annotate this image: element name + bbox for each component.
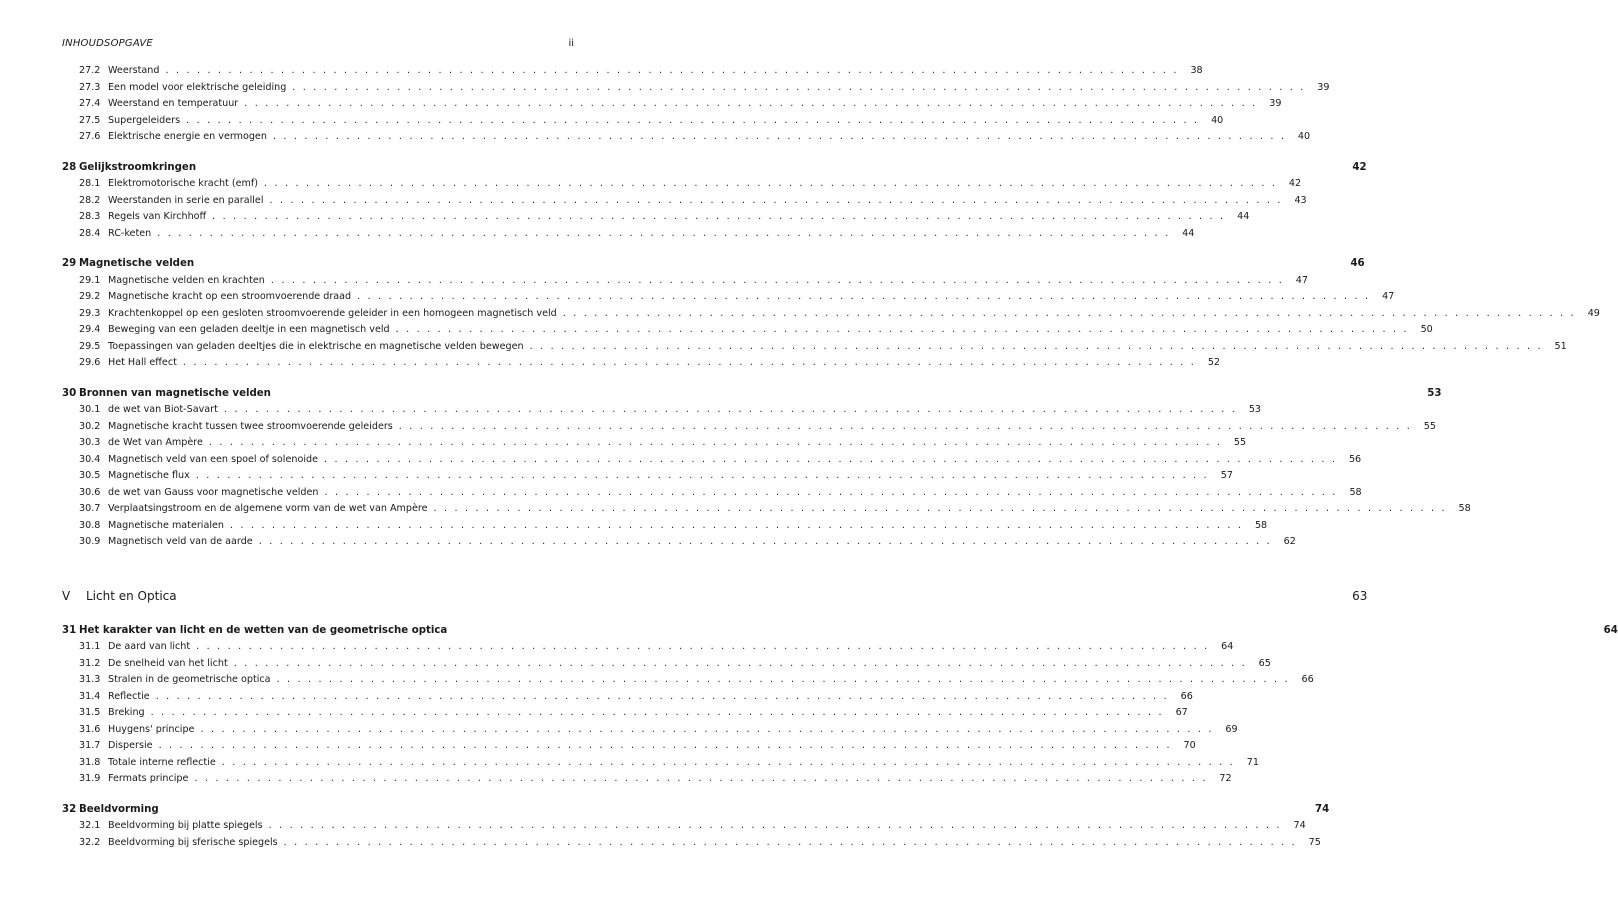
toc-dot-leader xyxy=(271,672,1290,689)
toc-entry-page-number: 46 xyxy=(1350,258,1365,269)
toc-entry-title: Weerstand en temperatuur xyxy=(108,98,239,109)
toc-entry-page-number: 51 xyxy=(1554,340,1567,352)
toc-section-entry[interactable] xyxy=(62,722,1238,739)
toc-dot-leader xyxy=(319,485,1338,502)
table-of-contents xyxy=(62,63,1618,851)
toc-entry-title: Totale interne reflectie xyxy=(108,756,216,768)
toc-entry-number: 30.8 xyxy=(79,519,101,531)
toc-entry-title: Beeldvorming bij sferische spiegels xyxy=(108,836,278,848)
toc-entry-page-number: 53 xyxy=(1248,404,1262,415)
toc-section-entry[interactable] xyxy=(62,289,1395,306)
toc-section-entry[interactable] xyxy=(62,322,1433,339)
toc-dot-leader xyxy=(557,306,1576,323)
toc-entry-page-number: 72 xyxy=(1219,773,1232,784)
toc-entry-page-number: 57 xyxy=(1220,470,1233,481)
toc-section-entry[interactable] xyxy=(62,468,1233,485)
toc-dot-leader xyxy=(203,435,1222,452)
toc-entry-title: De snelheid van het licht xyxy=(108,657,228,669)
toc-entry-page-number: 62 xyxy=(1283,536,1296,547)
toc-dot-leader xyxy=(145,705,1164,722)
toc-spacer xyxy=(62,242,578,256)
toc-section-entry[interactable] xyxy=(62,113,1224,130)
toc-entry-title: Supergeleiders xyxy=(108,114,181,126)
toc-entry-page-number: 55 xyxy=(1233,437,1247,448)
toc-entry-title: Beeldvorming bij platte spiegels xyxy=(108,820,263,831)
toc-entry-title: Beeldvorming xyxy=(79,803,159,815)
toc-dot-leader xyxy=(188,771,1207,788)
toc-dot-leader xyxy=(206,209,1225,226)
toc-dot-leader xyxy=(390,322,1409,339)
toc-section-entry[interactable] xyxy=(62,755,1259,772)
toc-entry-number: V xyxy=(62,588,71,603)
toc-entry-page-number: 74 xyxy=(1314,803,1330,815)
toc-entry-number: 28.4 xyxy=(79,227,101,239)
toc-section-entry[interactable] xyxy=(62,689,1193,706)
toc-entry-page-number: 42 xyxy=(1352,161,1367,173)
toc-spacer xyxy=(62,788,578,802)
toc-entry-number: 30.3 xyxy=(79,437,101,448)
toc-entry-number: 32.2 xyxy=(79,836,101,848)
toc-section-entry[interactable] xyxy=(62,339,1567,356)
toc-section-entry[interactable] xyxy=(62,672,1314,689)
toc-entry-number: 27.6 xyxy=(79,131,101,142)
toc-entry-page-number: 65 xyxy=(1258,657,1271,669)
toc-entry-number: 29 xyxy=(62,258,77,269)
toc-section-entry[interactable] xyxy=(62,273,1309,290)
toc-spacer xyxy=(62,146,578,160)
toc-entry-page-number: 58 xyxy=(1458,503,1471,514)
toc-dot-leader xyxy=(318,452,1337,469)
toc-section-entry[interactable] xyxy=(62,835,1321,852)
toc-entry-title: Bronnen van magnetische velden xyxy=(79,387,271,399)
toc-entry-title: Krachtenkoppel op een gesloten stroomvoerende geleider in een homogeen magnetisch veld xyxy=(108,307,557,319)
toc-entry-page-number: 66 xyxy=(1180,690,1193,702)
toc-entry-title: Verplaatsingstroom en de algemene vorm van de wet van Ampère xyxy=(108,503,428,514)
toc-entry-number: 28.1 xyxy=(79,178,101,189)
toc-entry-title: Weerstanden in serie en parallel xyxy=(108,194,264,206)
toc-entry-title: Magnetisch veld van een spoel of solenoide xyxy=(108,453,318,465)
toc-entry-page-number: 75 xyxy=(1308,836,1321,848)
toc-dot-leader xyxy=(264,193,1283,210)
toc-spacer xyxy=(62,372,578,386)
toc-entry-page-number: 40 xyxy=(1297,131,1311,142)
toc-entry-title: Magnetisch veld van de aarde xyxy=(108,536,253,547)
toc-entry-page-number: 69 xyxy=(1225,723,1238,735)
toc-dot-leader xyxy=(428,501,1447,518)
toc-entry-page-number: 66 xyxy=(1301,674,1314,685)
toc-spacer xyxy=(62,607,578,623)
toc-entry-page-number: 71 xyxy=(1246,756,1259,768)
toc-entry-title: Het Hall effect xyxy=(108,357,177,368)
toc-chapter-entry[interactable] xyxy=(62,386,1442,403)
running-header xyxy=(62,37,574,51)
toc-entry-number: 31.5 xyxy=(79,707,101,718)
toc-entry-page-number: 53 xyxy=(1427,387,1442,399)
toc-dot-leader xyxy=(194,722,1213,739)
toc-section-entry[interactable] xyxy=(62,485,1362,502)
toc-entry-title: Magnetische materialen xyxy=(108,519,224,531)
toc-dot-leader xyxy=(177,355,1196,372)
toc-entry-number: 28 xyxy=(62,161,77,173)
toc-entry-page-number: 39 xyxy=(1269,98,1282,109)
toc-section-entry[interactable] xyxy=(62,705,1188,722)
toc-entry-title: Huygens' principe xyxy=(108,723,195,735)
toc-entry-number: 31.8 xyxy=(79,756,101,768)
toc-dot-leader xyxy=(151,226,1170,243)
toc-entry-number: 27.3 xyxy=(79,81,101,93)
toc-entry-number: 30.5 xyxy=(79,470,101,481)
toc-entry-title: Weerstand xyxy=(108,65,160,76)
toc-entry-number: 29.1 xyxy=(79,274,101,286)
toc-entry-page-number: 58 xyxy=(1349,486,1362,498)
toc-entry-number: 27.4 xyxy=(79,98,101,109)
toc-entry-number: 31.4 xyxy=(79,690,101,702)
toc-entry-page-number: 47 xyxy=(1295,274,1309,286)
toc-dot-leader xyxy=(393,419,1412,436)
toc-entry-title: Magnetische flux xyxy=(108,470,190,481)
toc-entry-title: Stralen in de geometrische optica xyxy=(108,674,271,685)
toc-section-entry[interactable] xyxy=(62,738,1196,755)
toc-entry-number: 27.5 xyxy=(79,114,101,126)
toc-entry-number: 30.1 xyxy=(79,404,101,415)
toc-entry-page-number: 74 xyxy=(1293,820,1306,831)
toc-entry-title: RC-keten xyxy=(108,227,152,239)
toc-section-entry[interactable] xyxy=(62,639,1234,656)
toc-section-entry[interactable] xyxy=(62,306,1600,323)
toc-entry-number: 29.3 xyxy=(79,307,101,319)
toc-dot-leader xyxy=(150,689,1169,706)
toc-dot-leader xyxy=(524,339,1543,356)
toc-dot-leader xyxy=(253,534,1272,551)
toc-chapter-entry[interactable] xyxy=(62,623,1618,640)
toc-entry-page-number: 55 xyxy=(1423,420,1436,432)
toc-section-entry[interactable] xyxy=(62,452,1362,469)
toc-dot-leader xyxy=(190,639,1209,656)
toc-entry-title: de Wet van Ampère xyxy=(108,437,203,448)
toc-dot-leader xyxy=(159,63,1178,80)
toc-section-entry[interactable] xyxy=(62,176,1302,193)
toc-entry-page-number: 64 xyxy=(1603,624,1618,636)
toc-entry-page-number: 49 xyxy=(1587,307,1600,319)
toc-entry-title: Elektrische energie en vermogen xyxy=(108,131,267,142)
toc-dot-leader xyxy=(228,656,1247,673)
toc-entry-title: Reflectie xyxy=(108,690,150,702)
toc-entry-page-number: 70 xyxy=(1183,740,1196,751)
toc-dot-leader xyxy=(216,755,1235,772)
toc-entry-number: 31.2 xyxy=(79,657,101,669)
toc-entry-title: de wet van Gauss voor magnetische velden xyxy=(108,486,319,498)
toc-entry-number: 32 xyxy=(62,803,77,815)
toc-dot-leader xyxy=(258,176,1277,193)
toc-entry-page-number: 58 xyxy=(1254,519,1268,531)
toc-dot-leader xyxy=(224,518,1243,535)
toc-entry-number: 31.7 xyxy=(79,740,101,751)
toc-section-entry[interactable] xyxy=(62,193,1307,210)
toc-section-entry[interactable] xyxy=(62,96,1282,113)
toc-entry-page-number: 50 xyxy=(1420,324,1433,335)
toc-entry-page-number: 38 xyxy=(1190,65,1203,76)
toc-chapter-entry[interactable] xyxy=(62,256,1365,273)
toc-entry-title: Fermats principe xyxy=(108,773,189,784)
toc-entry-number: 28.2 xyxy=(79,194,101,206)
toc-dot-leader xyxy=(218,402,1237,419)
toc-part-entry[interactable] xyxy=(62,585,1368,607)
toc-entry-page-number: 67 xyxy=(1175,707,1188,718)
toc-section-entry[interactable] xyxy=(62,818,1306,835)
toc-entry-number: 31.9 xyxy=(79,773,101,784)
toc-entry-number: 28.3 xyxy=(79,211,101,222)
toc-entry-title: Een model voor elektrische geleiding xyxy=(108,81,287,93)
toc-dot-leader xyxy=(180,113,1199,130)
toc-dot-leader xyxy=(153,738,1172,755)
toc-section-entry[interactable] xyxy=(62,501,1471,518)
toc-entry-title: Beweging van een geladen deeltje in een magnetisch veld xyxy=(108,324,390,335)
toc-entry-number: 29.4 xyxy=(79,324,101,335)
toc-entry-number: 32.1 xyxy=(79,820,101,831)
toc-entry-title: Dispersie xyxy=(108,740,153,751)
toc-section-entry[interactable] xyxy=(62,80,1330,97)
toc-entry-number: 31 xyxy=(62,624,77,636)
toc-entry-title: de wet van Biot-Savart xyxy=(108,404,218,415)
toc-entry-title: Het karakter van licht en de wetten van de geometrische optica xyxy=(79,624,448,636)
toc-dot-leader xyxy=(351,289,1370,306)
toc-entry-number: 27.2 xyxy=(79,65,101,76)
toc-entry-number: 30 xyxy=(62,387,77,399)
toc-entry-page-number: 63 xyxy=(1352,588,1368,603)
toc-entry-title: Regels van Kirchhoff xyxy=(108,211,207,222)
toc-entry-number: 31.1 xyxy=(79,641,101,652)
toc-section-entry[interactable] xyxy=(62,518,1268,535)
toc-section-entry[interactable] xyxy=(62,355,1221,372)
toc-dot-leader xyxy=(265,273,1284,290)
toc-section-entry[interactable] xyxy=(62,771,1232,788)
toc-entry-number: 29.6 xyxy=(79,357,101,368)
toc-entry-number: 31.6 xyxy=(79,723,101,735)
toc-entry-page-number: 42 xyxy=(1288,178,1302,189)
toc-entry-number: 30.2 xyxy=(79,420,101,432)
toc-section-entry[interactable] xyxy=(62,226,1195,243)
toc-entry-title: Breking xyxy=(108,707,145,718)
toc-entry-title: Toepassingen van geladen deeltjes die in elektrische en magnetische velden bewegen xyxy=(108,340,524,352)
toc-entry-title: Magnetische kracht op een stroomvoerende draad xyxy=(108,291,352,302)
toc-dot-leader xyxy=(238,96,1257,113)
toc-section-entry[interactable] xyxy=(62,534,1296,551)
page-number: ii xyxy=(568,38,574,49)
toc-entry-number: 30.4 xyxy=(79,453,101,465)
toc-section-entry[interactable] xyxy=(62,63,1203,80)
toc-entry-page-number: 44 xyxy=(1182,227,1195,239)
toc-entry-page-number: 52 xyxy=(1207,357,1221,368)
running-title: INHOUDSOPGAVE xyxy=(62,38,153,49)
toc-entry-title: Elektromotorische kracht (emf) xyxy=(108,178,258,189)
toc-chapter-entry[interactable] xyxy=(62,160,1367,177)
toc-entry-page-number: 56 xyxy=(1348,453,1362,465)
toc-spacer xyxy=(62,551,578,585)
toc-entry-page-number: 39 xyxy=(1317,81,1330,93)
toc-entry-number: 29.5 xyxy=(79,340,101,352)
toc-section-entry[interactable] xyxy=(62,656,1271,673)
toc-entry-title: Magnetische velden en krachten xyxy=(108,274,265,286)
toc-entry-number: 30.7 xyxy=(79,503,101,514)
toc-entry-page-number: 47 xyxy=(1382,291,1395,302)
toc-dot-leader xyxy=(267,129,1286,146)
toc-section-entry[interactable] xyxy=(62,435,1247,452)
toc-dot-leader xyxy=(286,80,1305,97)
toc-section-entry[interactable] xyxy=(62,129,1311,146)
toc-entry-number: 30.9 xyxy=(79,536,101,547)
toc-entry-title: Magnetische velden xyxy=(79,258,195,269)
toc-entry-number: 30.6 xyxy=(79,486,101,498)
toc-section-entry[interactable] xyxy=(62,402,1262,419)
toc-dot-leader xyxy=(263,818,1282,835)
toc-entry-number: 31.3 xyxy=(79,674,101,685)
toc-chapter-entry[interactable] xyxy=(62,802,1330,819)
toc-entry-page-number: 44 xyxy=(1237,211,1250,222)
toc-section-entry[interactable] xyxy=(62,209,1250,226)
toc-entry-page-number: 64 xyxy=(1221,641,1234,652)
toc-entry-title: Gelijkstroomkringen xyxy=(79,161,197,173)
toc-dot-leader xyxy=(278,835,1297,852)
toc-entry-title: Magnetische kracht tussen twee stroomvoerende geleiders xyxy=(108,420,393,432)
toc-entry-page-number: 40 xyxy=(1211,114,1224,126)
toc-entry-title: Licht en Optica xyxy=(86,588,177,603)
toc-entry-title: De aard van licht xyxy=(108,641,191,652)
toc-entry-number: 29.2 xyxy=(79,291,101,302)
toc-section-entry[interactable] xyxy=(62,419,1436,436)
toc-entry-page-number: 43 xyxy=(1294,194,1307,206)
toc-dot-leader xyxy=(190,468,1209,485)
